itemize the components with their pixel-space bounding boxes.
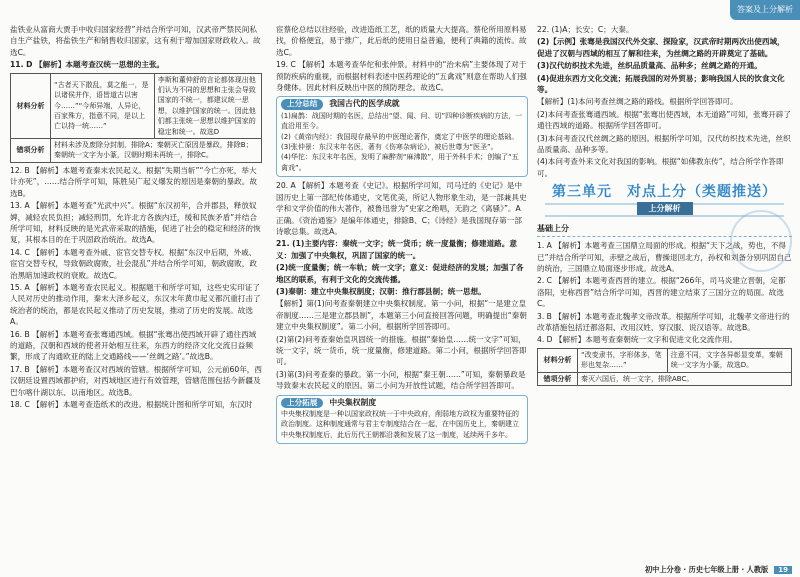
analysis-text: (4)本问考查外来文化对我国的影响。根据“如佛教东传”，结合所学作答即可。	[537, 157, 784, 178]
answer-11: 11. D 【解析】本题考查汉统一思想的主张。	[10, 60, 165, 70]
answer-21b: (2)统一度量衡；统一车轨；统一文字；意义：促进经济的发展；加强了各地区的联系，有利于文化的交流传播。	[276, 263, 524, 284]
analysis-text: (3)第(3)问考查秦的暴政。第一小问，根据“秦王朝……”可知，秦朝暴政是导致秦末农民起义的原因。第二小问为开放性试题，结合所学回答即可。	[276, 369, 526, 391]
answer-text: 盐铁业从富商大贾手中收归国家经营”并结合所学可知，汉武帝严禁民间私自生产盐铁，将盐铁生产和销售收归国家，这有利于增加国家财政收入。故选C。	[10, 25, 261, 57]
table-cell: 注意不同，文字各异彰显变革，秦朝统一文字为小篆，故选D。	[667, 348, 791, 372]
extension-box	[276, 395, 528, 445]
answer-19: 19. C 【解析】本题考查华佗和张仲景。材料中的“治未病”主要体现了对于预防疾病的重视，而根据材料表述中医药理论的“五禽戏”则意在帮助人们强身健体。因此材料反映出中医的预防理念。故选C。	[276, 60, 527, 93]
unit-title: 第三单元 对点上分（类题推送）	[552, 184, 777, 201]
watermark-seal	[730, 210, 792, 272]
table-cell: “古者天下散乱，莫之能一，是以诸侯并作，语皆道古以害今……”“今师异端，人异论，百家殊方，指意不同，是以上亡以持一统……”	[51, 73, 155, 138]
summary-box	[276, 96, 528, 177]
header-tab: 答案及上分解析	[730, 0, 800, 20]
table-cell: “改变隶书，字形体多，笔形也复杂……”	[578, 348, 668, 372]
table-header: 材料分析	[11, 73, 51, 138]
answer-4: 4. D 【解析】本题考查秦朝统一文字和促进文化交流作用。	[537, 335, 738, 345]
answer-1: 1. A 【解析】本题考查三国鼎立局面的形成。根据“天下之战，势也，不得已”并结合所学可知，赤壁之战后，曹操退回北方，孙权和刘备分别巩固自己的统治，三国鼎立局面逐步形成。故选A。	[537, 241, 792, 273]
answer-22d: (4)促进东西方文化交流；拓展我国的对外贸易；影响我国人民的饮食文化等。	[537, 73, 785, 95]
analysis-table-4	[537, 348, 792, 386]
column-right	[537, 24, 792, 388]
box-heading: 中央集权制度	[329, 397, 377, 407]
analysis-text: 【解析】(1)本问考查丝绸之路的路线。根据所学回答即可。	[537, 97, 738, 107]
answer-18: 18. C 【解析】本题考查造纸术的改进。根据统计图和所学可知，东汉时	[10, 400, 253, 409]
table-header: 错项分析	[11, 139, 51, 163]
answer-2: 2. C 【解析】本题考查西晋的建立。根据“266年，司马炎建立晋朝，定都洛阳，史称西晋”结合所学可知，西晋的建立结束了三国分立的局面。故选C。	[537, 276, 786, 309]
footer	[645, 565, 792, 575]
answer-17: 17. B 【解析】本题考查汉对西域的管辖。根据所学可知，公元前60年，西汉朝廷设置西域都护府，对西域地区进行有效管理，管辖范围包括今新疆及巴尔喀什湖以东、以南地区。故选B。	[10, 364, 262, 397]
answer-22: 22. (1)A；长安；C；大秦。	[537, 25, 634, 34]
analysis-text: (3)本问考查汉代丝绸之路的原因。根据所学可知，汉代纺织技术先进，丝织品质量高、品种多等。	[537, 133, 791, 155]
box-text: 中央集权制度是一种以国家政权统一于中央政府，削弱地方政权为重要特征的政治制度。这种制度通常与君主专制度结合在一起，在中国历史上，秦朝建立中央集权制度后，此后历代王朝都沿袭和发展了这一制度，延续两千多年。	[281, 410, 519, 439]
analysis-text: 【解析】第(1)问考查秦朝建立中央集权制度。第一小问，根据“一是建立皇帝制度……三是建立郡县制”，本题第三小问直接回答问题，明确提出“秦朝建立中央集权制度”。第二小问，根据所学回答即可。	[276, 299, 527, 332]
box-label: 上分总结	[281, 99, 323, 109]
answer-21c: (3)秦朝：建立中央集权制度；汉朝：推行郡县制；统一思想。	[276, 286, 486, 296]
subsection-title: 基础上分	[537, 223, 792, 237]
answer-16: 16. B 【解析】本题考查张骞通西域。根据“张骞出使西域开辟了通往西域的道路，汉朝和西域的使者开始相互往来，东西方的经济文化交流日益频繁，形成了沟通欧亚的陆上交通路线——‘丝绸之路’。”故选B。	[10, 329, 257, 362]
answer-15: 15. A 【解析】本题考查农民起义。根据题干和所学可知，这些史实印证了人民对历史的推动作用，秦末大泽乡起义，东汉末年黄巾起义都沉重打击了统治者的统治，都是农民起义推动了历史发展，推动了历史的发展。故选A。	[10, 282, 261, 327]
column-middle	[276, 24, 528, 447]
answer-12: 12. B 【解析】本题考查秦末农民起义。根据“失期当斩”“今亡亦死，举大计亦死”，……结合所学可知，陈胜吴广起义爆发的原因是秦朝的暴政。故选B。	[10, 165, 257, 198]
table-cell: 秦灭六国后，统一文字，排除ABC。	[578, 372, 792, 385]
banner-label: 上分解析	[637, 202, 693, 215]
analysis-text: (2)第(2)问考查秦始皇巩固统一的措施。根据“秦始皇……统一文字”可知，统一文字，统一货币，统一度量衡，修建道路。第二小问，根据所学回答即可。	[276, 334, 527, 367]
table-cell: 李斯和董仲舒的言论都体现出他们认为不同的思想和主张会导致国家的不统一，都建议统一思想，以维护国家的统一。因此他们都主张统一思想以维护国家的稳定和统一。故选D	[154, 73, 261, 138]
box-label: 上分拓展	[281, 398, 323, 408]
footer-label: 初中上分卷 · 历史七年级上册 · 人教版	[644, 565, 769, 574]
box-item: (4)华佗：东汉末年名医，发明了麻醉剂“麻沸散”，用于外科手术；创编了“五禽戏”。	[281, 153, 519, 172]
box-item: (3)张仲景：东汉末年名医，著有《伤寒杂病论》，被后世尊为“医圣”。	[281, 143, 498, 152]
answer-14: 14. C 【解析】本题考查外戚、宦官交替专权。根据“东汉中后期，外戚、宦官交替专权，导致朝政腐败，社会混乱”并结合所学可知，朝政腐败，政治黑暗加速政权的衰败。故选C。	[10, 247, 257, 280]
answer-13: 13. A 【解析】本题考查“光武中兴”。根据“东汉初年，合并郡县，释放奴婢，减轻农民负担；减轻刑罚，允许北方各族内迁，缓和民族矛盾”并结合所学可知，材料反映的是光武帝采取的措施，促进了社会的稳定和经济的恢复，其根本目的在于巩固政治统治。故选A。	[10, 201, 261, 245]
page-number: 19	[774, 566, 792, 574]
box-heading: 我国古代的医学成就	[329, 99, 400, 109]
analysis-text: (2)本问考查张骞通西域。根据“张骞出使西域，本无道路”可知，张骞开辟了通往西域的道路。根据所学回答即可。	[537, 109, 792, 131]
analysis-table-11	[10, 73, 262, 163]
answer-22b: (2)【示例】张骞是我国汉代外交家、探险家，汉武帝时期两次出使西域，促进了汉朝与西域的相互了解和往来，为丝绸之路的开辟奠定了基础。	[537, 37, 785, 58]
column-left	[10, 24, 262, 411]
answer-3: 3. B 【解析】本题考查北魏孝文帝改革。根据所学可知，北魏孝文帝进行的改革措施包括迁都洛阳、改用汉姓、穿汉服、说汉语等。故选B。	[537, 311, 790, 332]
answer-text: 宦蔡伦总结以往经验，改进造纸工艺，纸的质量大大提高。蔡伦所用原料易找，价格便宜，易于推广，此后纸的使用日益普遍，便利了典籍的流传。故选C。	[276, 25, 527, 57]
table-header: 材料分析	[538, 348, 578, 372]
table-cell: 材料未涉及废除分封制，排除A；秦朝灭亡原因是暴政，排除B；秦朝统一文字为小篆，汉朝时期未再统一，排除C。	[51, 139, 262, 163]
box-item: (1)扁鹊：战国时期的名医，总结出“望、闻、问、切”四种诊断疾病的方法，一直沿用至今。	[281, 111, 523, 131]
answer-22c: (3)汉代纺织技术先进，丝织品质量高、品种多；丝绸之路的开通。	[537, 61, 762, 71]
answer-21: 21. (1)主要内容：秦统一文字；统一货币；统一度量衡；修建道路。意义：加强了中央集权，巩固了国家的统一。	[276, 239, 517, 260]
answer-20: 20. A 【解析】本题考查《史记》。根据所学可知，司马迁的《史记》是中国历史上第一部纪传体通史，文笔优美，所记人物形象生动，是一部兼具史学和文学价值的伟大著作，被鲁迅誉为“史家之绝唱，无韵之《离骚》”。A正确。《资治通鉴》是编年体通史，排除B、C；《诗经》是我国现存第一部诗歌总集。故选A。	[276, 181, 527, 236]
table-header: 错项分析	[538, 372, 578, 385]
box-item: (2)《黄帝内经》：我国现存最早的中医理论著作，奠定了中医学的理论基础。	[281, 132, 519, 141]
